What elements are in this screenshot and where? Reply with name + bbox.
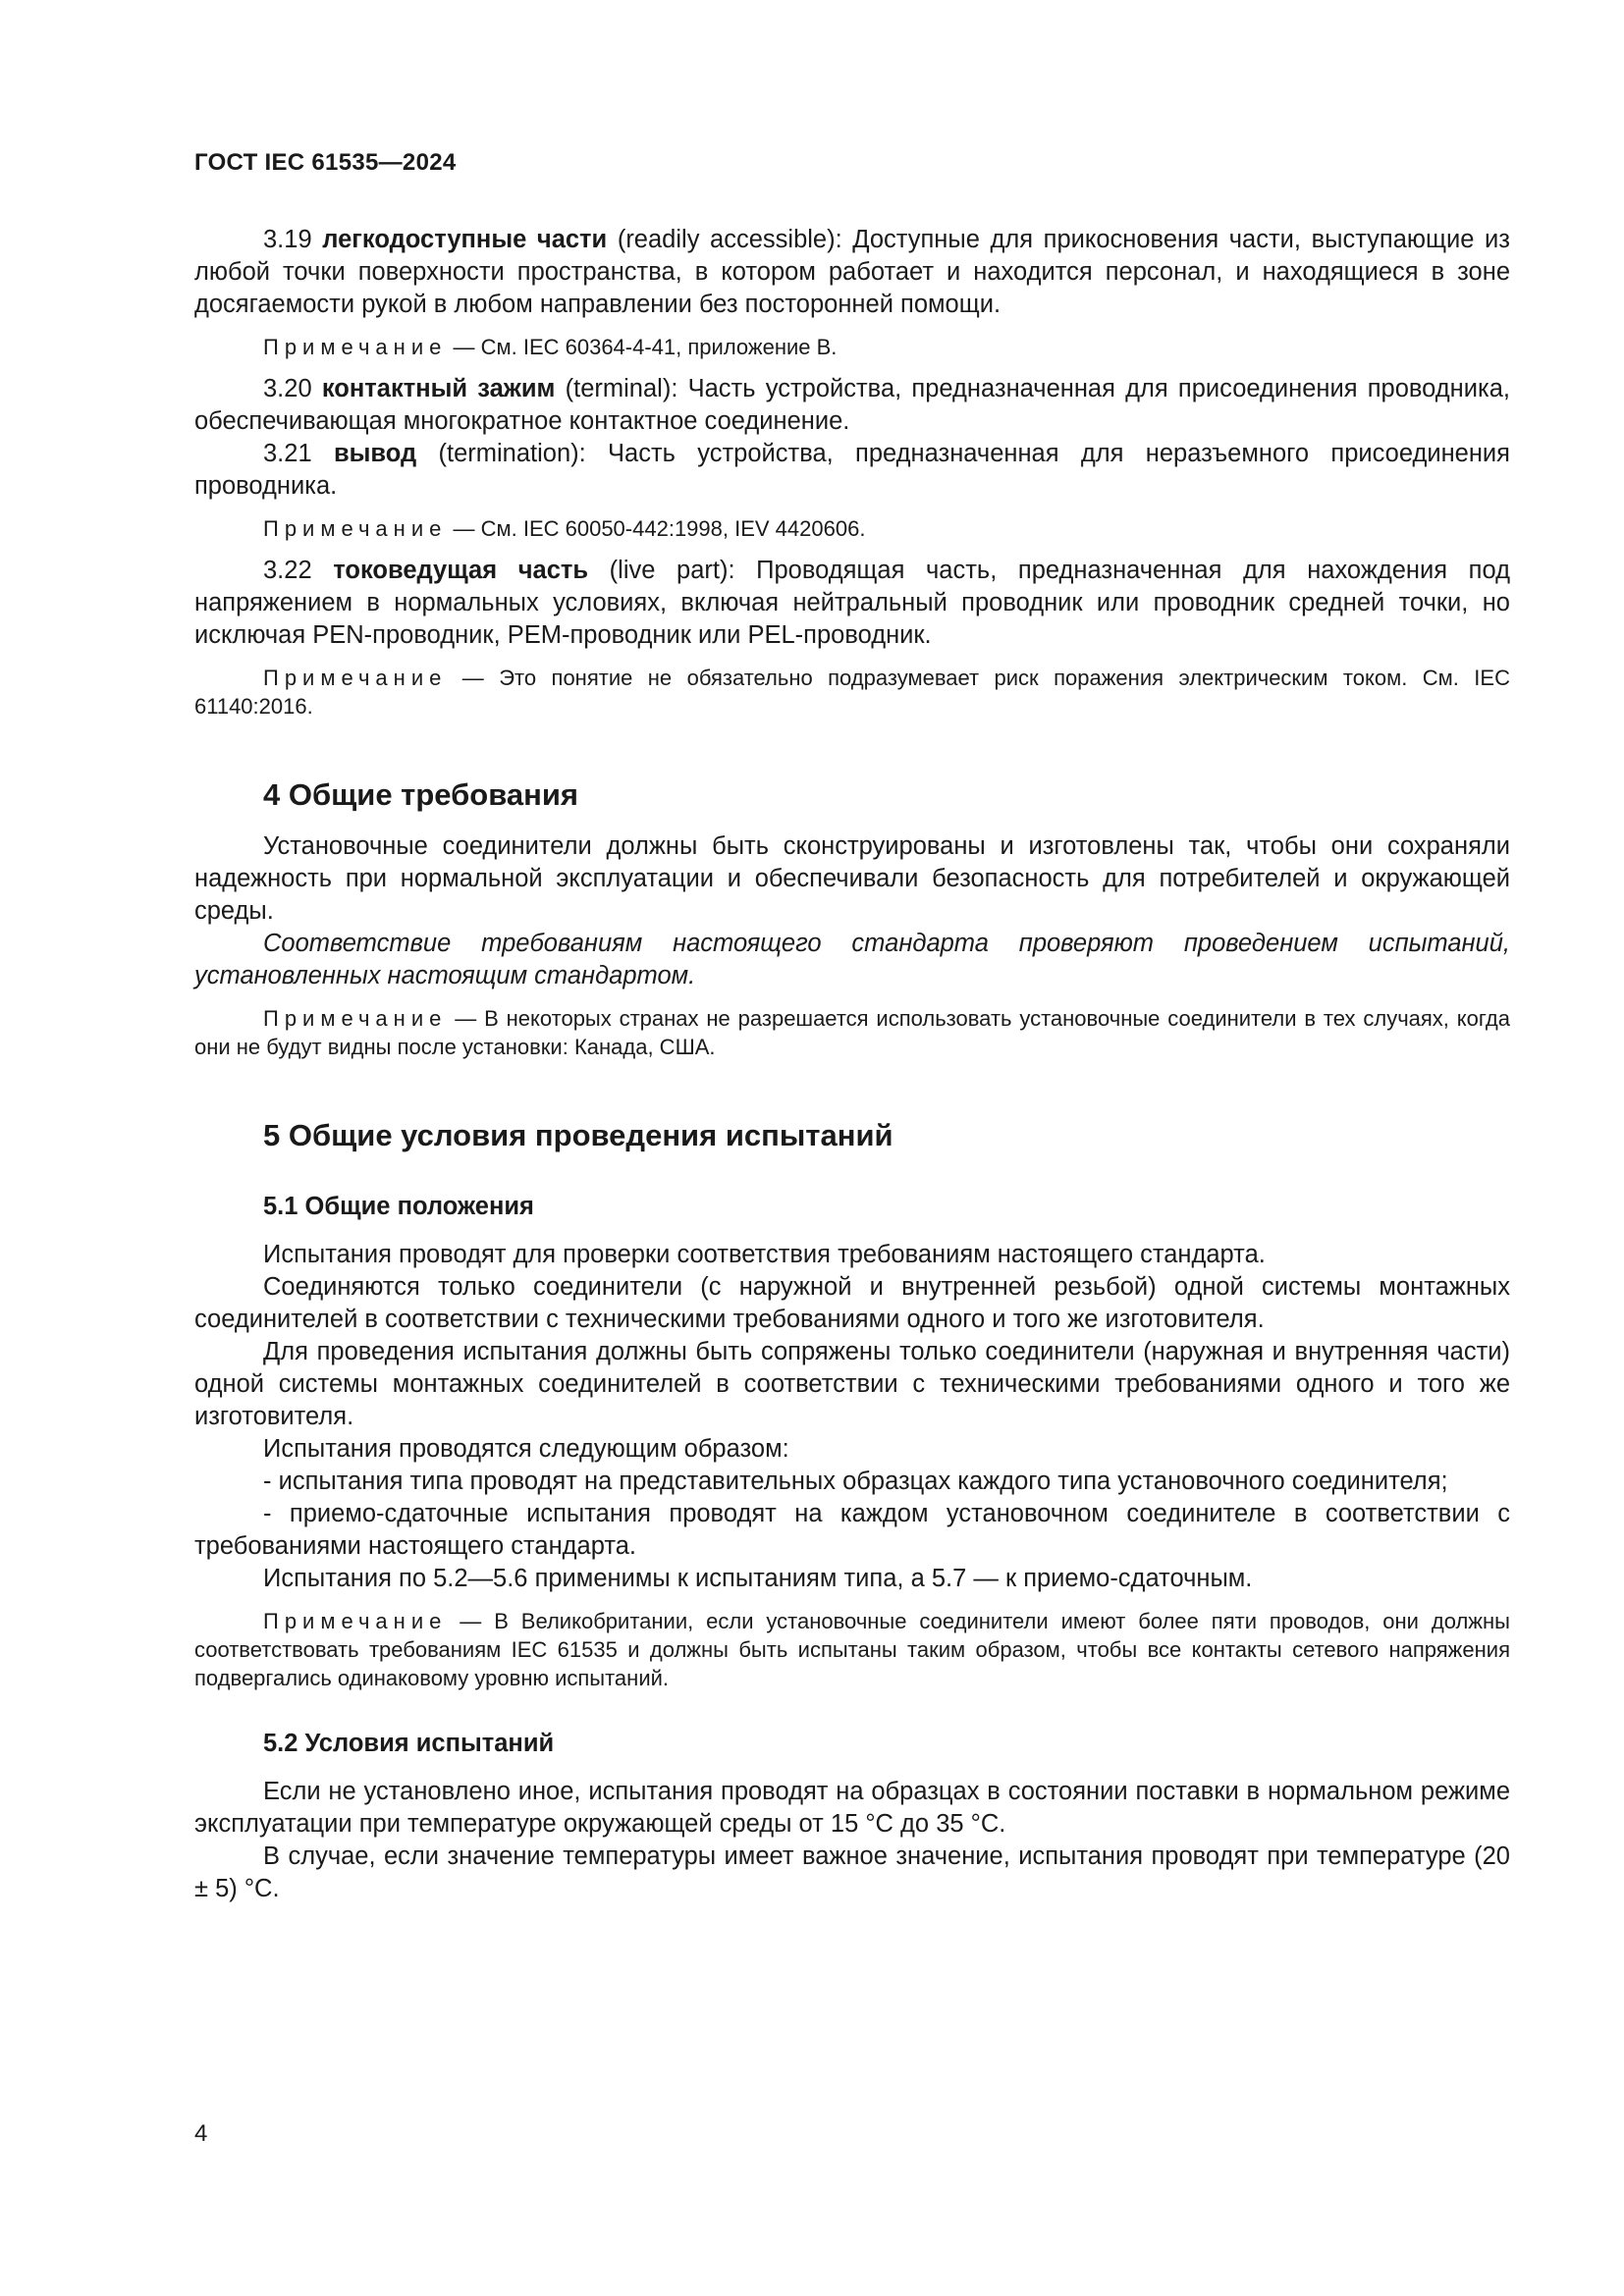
note <box>194 333 1510 361</box>
subsection-5-2-heading: 5.2 Условия испытаний <box>263 1730 555 1757</box>
paragraph: Соединяются только соединители (с наружной и внутренней резьбой) одной системы монтажных соединителей в соответствии с техническими требованиями одного и того же изготовителя. <box>194 1273 1510 1333</box>
note <box>194 1004 1510 1061</box>
note-dash: — <box>455 1006 477 1031</box>
note <box>194 664 1510 721</box>
note-label: Примечание <box>263 335 448 359</box>
list-item: - испытания типа проводят на представительных образцах каждого типа установочного соединителя; <box>263 1468 1448 1495</box>
section-4-heading: 4 Общие требования <box>263 777 578 812</box>
note-label: Примечание <box>263 666 448 690</box>
def-text: (terminal): Часть устройства, предназначенная для присоединения проводника, обеспечивающая многократное контактное соединение. <box>194 375 1510 435</box>
definition-3-22 <box>194 555 1510 652</box>
def-text: (live part): Проводящая часть, предназначенная для нахождения под напряжением в нормальных условиях, включая нейтральный проводник или проводник средней точки, но исключая PEN-проводник, PEM-проводник или PEL-проводник. <box>194 557 1510 649</box>
page-number: 4 <box>194 2120 208 2147</box>
def-number: 3.21 <box>263 440 312 467</box>
note <box>194 1607 1510 1692</box>
note-text: См. IEC 60050-442:1998, IEV 4420606. <box>480 516 866 541</box>
definition-3-19 <box>194 224 1510 321</box>
note-label: Примечание <box>263 1609 448 1633</box>
definition-3-20 <box>194 373 1510 438</box>
def-term: легкодоступные части <box>322 226 608 253</box>
subsection-5-1-heading: 5.1 Общие положения <box>263 1193 534 1220</box>
paragraph: Испытания проводят для проверки соответствия требованиям настоящего стандарта. <box>263 1241 1266 1268</box>
list-item: - приемо-сдаточные испытания проводят на каждом установочном соединителе в соответствии с требованиями настоящего стандарта. <box>194 1500 1510 1560</box>
note-text: Это понятие не обязательно подразумевает риск поражения электрическим током. См. IEC 61140:2016. <box>194 666 1510 719</box>
paragraph: Для проведения испытания должны быть сопряжены только соединители (наружная и внутренняя части) одной системы монтажных соединителей в соответствии с техническими требованиями одного и того же изготовителя. <box>194 1338 1510 1430</box>
section-5-heading: 5 Общие условия проведения испытаний <box>263 1118 893 1152</box>
note-label: Примечание <box>263 1006 448 1031</box>
paragraph: Если не установлено иное, испытания проводят на образцах в состоянии поставки в нормальном режиме эксплуатации при температуре окружающей среды от 15 °С до 35 °С. <box>194 1778 1510 1838</box>
note-text: См. IEC 60364-4-41, приложение В. <box>480 335 838 359</box>
paragraph: Испытания по 5.2—5.6 применимы к испытаниям типа, а 5.7 — к приемо-сдаточным. <box>263 1565 1253 1592</box>
note-dash: — <box>453 335 475 359</box>
def-term: контактный зажим <box>321 375 556 402</box>
def-number: 3.22 <box>263 557 312 584</box>
note-dash: — <box>461 666 484 690</box>
paragraph: Установочные соединители должны быть сконструированы и изготовлены так, чтобы они сохраняли надежность при нормальной эксплуатации и обеспечивали безопасность для потребителей и окружающей среды. <box>194 832 1510 925</box>
note-dash: — <box>460 1609 482 1633</box>
note-text: В Великобритании, если установочные соединители имеют более пяти проводов, они должны соответствовать требованиям IEC 61535 и должны быть испытаны таким образом, чтобы все контакты сетевого напряжения подвергались одинаковому уровню испытаний. <box>194 1609 1510 1690</box>
note-label: Примечание <box>263 516 448 541</box>
def-text: (termination): Часть устройства, предназначенная для неразъемного присоединения проводника. <box>194 440 1510 500</box>
note-text: В некоторых странах не разрешается использовать установочные соединители в тех случаях, когда они не будут видны после установки: Канада, США. <box>194 1006 1510 1059</box>
paragraph: В случае, если значение температуры имеет важное значение, испытания проводят при температуре (20 ± 5) °С. <box>194 1842 1510 1902</box>
def-text: (readily accessible): Доступные для прикосновения части, выступающие из любой точки поверхности пространства, в котором работает и находится персонал, и находящиеся в зоне досягаемости рукой в любом направлении без посторонней помощи. <box>194 226 1510 318</box>
paragraph-italic: Соответствие требованиям настоящего стандарта проверяют проведением испытаний, установленных настоящим стандартом. <box>194 930 1510 989</box>
page-body <box>194 224 1510 1905</box>
def-term: вывод <box>333 440 417 467</box>
def-number: 3.20 <box>263 375 312 402</box>
document-header: ГОСТ IEC 61535—2024 <box>194 149 457 176</box>
def-number: 3.19 <box>263 226 312 253</box>
paragraph: Испытания проводятся следующим образом: <box>263 1435 789 1463</box>
note <box>194 514 1510 543</box>
note-dash: — <box>453 516 475 541</box>
def-term: токоведущая часть <box>333 557 589 584</box>
definition-3-21 <box>194 438 1510 503</box>
